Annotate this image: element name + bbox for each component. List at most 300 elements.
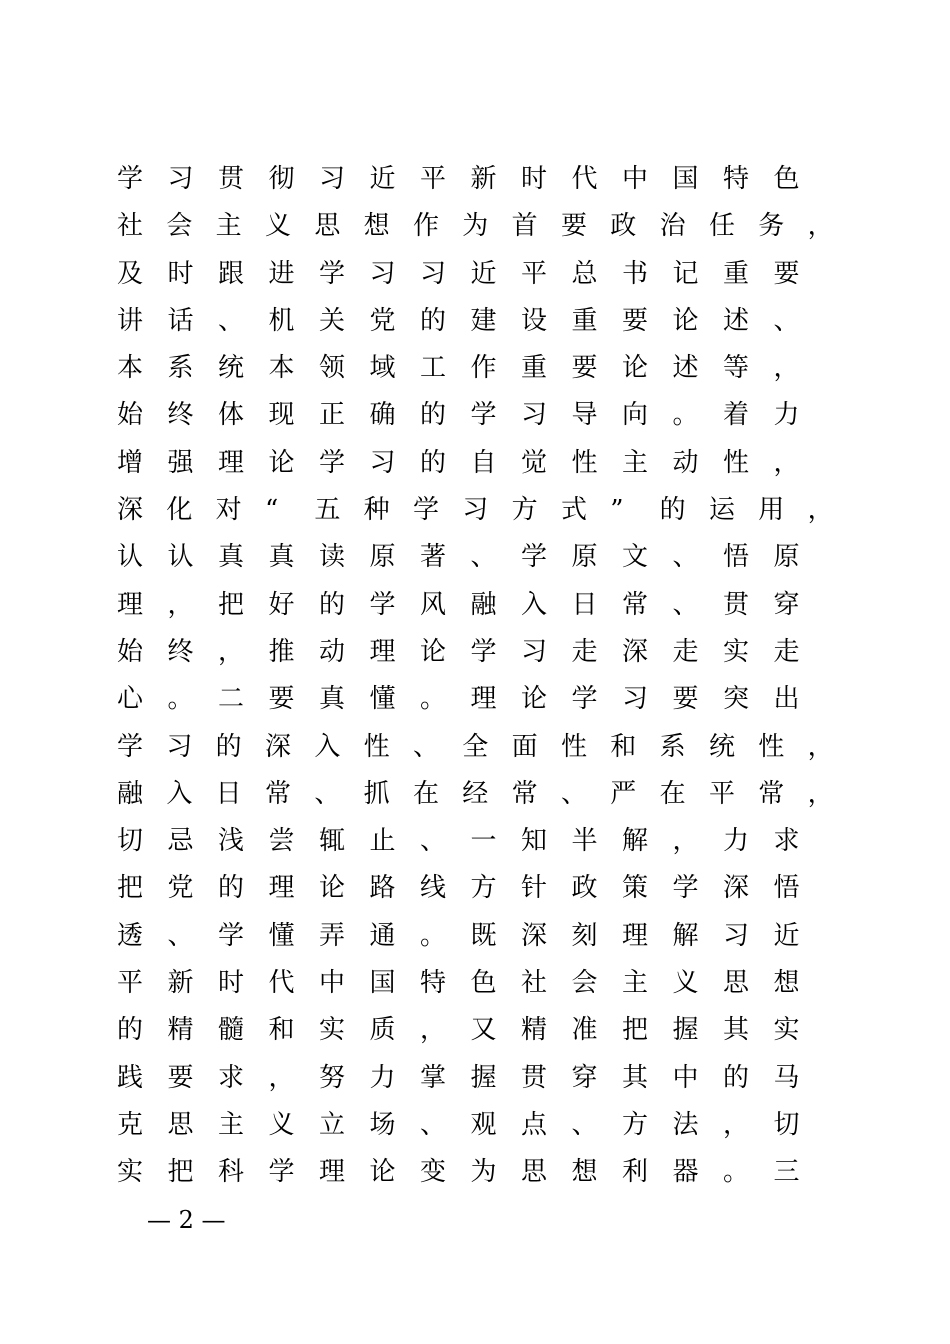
text-char: 学 [369,589,396,620]
text-char: 的 [215,731,242,762]
text-char: 确 [369,400,396,431]
text-char: 其 [622,1062,649,1093]
text-char: 讲 [117,305,144,336]
text-char: 常 [511,778,538,809]
text-char: 主 [218,1109,245,1140]
text-char: 知 [521,826,548,857]
text-char: 时 [167,258,194,289]
text-char: 设 [521,305,548,336]
text-char: 常 [622,589,649,620]
text-char: 学 [268,1157,295,1188]
text-line [117,1102,857,1149]
text-char: 重 [521,353,548,384]
text-char: 、 [672,542,699,573]
text-char: 实 [773,1015,800,1046]
text-char: 真 [319,684,346,715]
text-char: 方 [622,1109,649,1140]
text-char: 常 [758,778,785,809]
text-char: 动 [672,447,699,478]
text-char: 新 [470,164,497,194]
text-line [117,534,857,581]
text-line [117,1007,857,1054]
text-char: 、 [167,920,194,951]
text-char: 记 [672,258,699,289]
text-char: 自 [470,447,497,478]
text-char: 解 [622,826,649,857]
text-char: 突 [723,684,750,715]
text-char: ” [610,495,624,526]
text-char: 论 [622,353,649,384]
text-char: 等 [723,353,750,384]
text-char: 利 [622,1157,649,1188]
text-char: ， [807,731,834,762]
text-char: 学 [117,731,144,762]
text-char: 点 [521,1109,548,1140]
text-char: 领 [319,353,346,384]
text-char: 科 [218,1157,245,1188]
text-char: 学 [521,542,548,573]
text-char: 理 [268,873,295,904]
text-line [117,487,857,534]
text-char: 主 [622,447,649,478]
text-char: 性 [560,731,587,762]
text-char: ， [773,447,800,478]
text-char: 本 [117,353,144,384]
text-char: 浅 [218,826,245,857]
text-line [117,960,857,1007]
text-char: 、 [672,589,699,620]
text-char: 终 [167,400,194,431]
text-char: 理 [117,589,144,620]
text-line [117,676,857,723]
text-char: 懂 [268,920,295,951]
text-char: 社 [117,211,144,242]
text-char: ， [773,353,800,384]
text-char: 文 [622,542,649,573]
text-char: 思 [521,1157,548,1188]
text-char: 面 [511,731,538,762]
text-char: 克 [117,1109,144,1140]
text-char: 论 [521,684,548,715]
text-char: 习 [167,164,194,194]
text-char: 路 [369,873,396,904]
text-char: 常 [264,778,291,809]
text-char: 把 [622,1015,649,1046]
text-char: 深 [622,636,649,667]
text-char: 建 [470,305,497,336]
text-char: 悟 [723,542,750,573]
text-char: 觉 [521,447,548,478]
text-char: 实 [723,636,750,667]
text-char: 日 [215,778,242,809]
text-char: 强 [167,447,194,478]
text-line [117,203,857,250]
text-char: 深 [117,495,144,526]
text-char: 践 [117,1062,144,1093]
text-char: 对 [215,495,242,526]
text-char: 穿 [773,589,800,620]
text-char: 正 [319,400,346,431]
text-char: 增 [117,447,144,478]
text-char: 党 [369,305,396,336]
text-char: 走 [773,636,800,667]
text-char: 义 [268,1109,295,1140]
text-char: 的 [723,1062,750,1093]
text-char: 辄 [319,826,346,857]
text-char: 本 [268,353,295,384]
text-char: 机 [268,305,295,336]
text-char: 变 [420,1157,447,1188]
text-char: 习 [166,731,193,762]
text-char: 的 [420,400,447,431]
text-char: 。 [420,684,447,715]
text-char: 全 [462,731,489,762]
text-char: 重 [723,258,750,289]
text-line [117,1055,857,1102]
text-char: 中 [672,1062,699,1093]
text-char: 。 [167,684,194,715]
text-char: 义 [672,968,699,999]
text-char: 穿 [571,1062,598,1093]
text-char: 和 [268,1015,295,1046]
text-char: 出 [773,684,800,715]
text-char: 化 [166,495,193,526]
text-char: 。 [420,920,447,951]
text-char: 为 [462,211,489,242]
text-char: 真 [268,542,295,573]
text-char: 学 [319,258,346,289]
text-char: 特 [420,968,447,999]
text-char: 义 [264,211,291,242]
text-char: 思 [723,968,750,999]
text-char: 走 [571,636,598,667]
text-char: 抓 [363,778,390,809]
text-char: 握 [672,1015,699,1046]
text-char: ， [672,826,699,857]
text-char: 认 [167,542,194,573]
text-char: 方 [511,495,538,526]
text-char: 会 [571,968,598,999]
text-char: 通 [369,920,396,951]
text-char: 理 [622,920,649,951]
text-char: 认 [117,542,144,573]
text-line [117,440,857,487]
text-char: 深 [264,731,291,762]
text-line [117,251,857,298]
text-char: 好 [268,589,295,620]
text-char: 想 [773,968,800,999]
text-char: 系 [659,731,686,762]
text-char: 要 [268,684,295,715]
text-char: ， [420,1015,447,1046]
text-char: 特 [723,164,750,194]
text-char: 风 [420,589,447,620]
text-char: 解 [672,920,699,951]
text-char: 器 [672,1157,699,1188]
text-char: 经 [462,778,489,809]
text-char: 习 [521,636,548,667]
text-char: 学 [218,920,245,951]
text-char: 精 [521,1015,548,1046]
text-char: 政 [610,211,637,242]
text-char: 会 [166,211,193,242]
text-char: 的 [117,1015,144,1046]
text-char: 理 [319,1157,346,1188]
text-line [117,629,857,676]
text-char: 学 [571,684,598,715]
text-char: 色 [470,968,497,999]
text-char: 深 [723,873,750,904]
text-char: 论 [319,873,346,904]
text-line [117,724,857,771]
text-char: 在 [659,778,686,809]
text-char: 书 [622,258,649,289]
text-line [117,818,857,865]
text-char: 作 [412,211,439,242]
text-char: ， [723,1109,750,1140]
text-char: 彻 [268,164,295,194]
text-char: 代 [571,164,598,194]
text-char: 入 [521,589,548,620]
text-char: 、 [470,542,497,573]
text-char: 马 [773,1062,800,1093]
text-char: 理 [470,684,497,715]
text-char: 中 [319,968,346,999]
text-char: 系 [167,353,194,384]
text-char: 平 [117,968,144,999]
text-char: 既 [470,920,497,951]
text-char: 方 [470,873,497,904]
text-char: 时 [521,164,548,194]
text-char: 握 [470,1062,497,1093]
text-char: 忌 [167,826,194,857]
text-char: 色 [773,164,800,194]
page-number: — 2 — [147,1206,226,1234]
text-char: 习 [369,258,396,289]
text-char: 推 [268,636,295,667]
text-char: 髓 [218,1015,245,1046]
text-char: 要 [560,211,587,242]
text-char: 、 [420,826,447,857]
text-char: 重 [571,305,598,336]
text-char: 的 [218,873,245,904]
text-char: 性 [723,447,750,478]
text-char: 弄 [319,920,346,951]
text-char: 融 [470,589,497,620]
text-char: 切 [117,826,144,857]
text-line [117,913,857,960]
text-char: 现 [268,400,295,431]
text-char: 半 [571,826,598,857]
text-char: 近 [773,920,800,951]
text-char: 质 [369,1015,396,1046]
text-char: 五 [314,495,341,526]
text-char: 进 [268,258,295,289]
text-char: 统 [218,353,245,384]
text-char: ， [167,589,194,620]
text-char: 走 [672,636,699,667]
text-char: 深 [521,920,548,951]
text-line [117,582,857,629]
text-line [117,298,857,345]
text-char: 习 [319,164,346,194]
text-char: 贯 [521,1062,548,1093]
text-char: 习 [521,400,548,431]
text-char: 性 [363,731,390,762]
text-char: 一 [470,826,497,857]
text-char: 懂 [369,684,396,715]
text-line [117,156,857,203]
text-char: 学 [672,873,699,904]
text-char: 透 [117,920,144,951]
text-char: 在 [412,778,439,809]
body-text [117,156,857,1197]
text-char: 述 [672,353,699,384]
text-char: 其 [723,1015,750,1046]
text-char: 入 [314,731,341,762]
text-char: 学 [470,400,497,431]
text-char: 求 [773,826,800,857]
text-char: 要 [773,258,800,289]
text-char: 努 [319,1062,346,1093]
text-char: 力 [369,1062,396,1093]
text-char: 终 [167,636,194,667]
text-char: 社 [521,968,548,999]
text-char: 式 [560,495,587,526]
text-char: 近 [470,258,497,289]
text-char: 体 [218,400,245,431]
text-char: 、 [773,305,800,336]
text-char: 论 [268,447,295,478]
text-char: ， [807,211,834,242]
text-char: 。 [672,400,699,431]
text-char: 悟 [773,873,800,904]
text-char: 向 [622,400,649,431]
text-char: 理 [218,447,245,478]
text-char: 近 [369,164,396,194]
text-char: 国 [672,164,699,194]
text-char: 动 [319,636,346,667]
text-char: 日 [571,589,598,620]
text-char: 、 [412,731,439,762]
text-char: 着 [723,400,750,431]
text-char: 立 [319,1109,346,1140]
text-char: ， [807,495,834,526]
text-char: 融 [117,778,144,809]
text-char: 用 [758,495,785,526]
text-char: 思 [167,1109,194,1140]
text-char: 切 [773,1109,800,1140]
text-char: 精 [167,1015,194,1046]
text-char: 务 [758,211,785,242]
text-char: 针 [521,873,548,904]
text-char: 论 [672,305,699,336]
text-char: 掌 [420,1062,447,1093]
text-char: ， [218,636,245,667]
text-char: 主 [622,968,649,999]
text-char: 平 [708,778,735,809]
text-char: 把 [117,873,144,904]
text-line [117,771,857,818]
text-char: 论 [420,636,447,667]
text-line [117,865,857,912]
text-char: 治 [659,211,686,242]
text-char: 要 [167,1062,194,1093]
text-char: 要 [622,305,649,336]
text-char: 代 [268,968,295,999]
text-char: 贯 [723,589,750,620]
text-char: 、 [560,778,587,809]
text-char: 刻 [571,920,598,951]
text-char: 党 [167,873,194,904]
text-char: 运 [708,495,735,526]
text-char: 作 [470,353,497,384]
text-char: 观 [470,1109,497,1140]
text-char: 思 [314,211,341,242]
text-char: 原 [571,542,598,573]
text-char: 把 [167,1157,194,1188]
text-char: 总 [571,258,598,289]
text-char: 中 [622,164,649,194]
text-char: 原 [369,542,396,573]
text-char: 国 [369,968,396,999]
text-char: 话 [167,305,194,336]
text-char: 想 [363,211,390,242]
text-char: 著 [420,542,447,573]
text-char: 、 [420,1109,447,1140]
text-char: 习 [723,920,750,951]
text-char: 种 [363,495,390,526]
text-char: 要 [672,684,699,715]
text-char: 、 [571,1109,598,1140]
text-char: 力 [723,826,750,857]
text-char: 实 [319,1015,346,1046]
text-char: 三 [773,1157,800,1188]
text-char: 性 [758,731,785,762]
text-char: 想 [571,1157,598,1188]
text-char: 贯 [218,164,245,194]
text-char: 策 [622,873,649,904]
text-line [117,392,857,439]
text-char: 习 [622,684,649,715]
text-char: 学 [412,495,439,526]
text-char: 主 [215,211,242,242]
text-char: 政 [571,873,598,904]
text-char: 、 [314,778,341,809]
text-char: 求 [218,1062,245,1093]
text-char: 入 [166,778,193,809]
text-char: “ [264,495,279,526]
text-char: 要 [571,353,598,384]
text-char: 尝 [268,826,295,857]
text-char: 读 [319,542,346,573]
text-char: 二 [218,684,245,715]
text-char: 平 [521,258,548,289]
text-char: 关 [319,305,346,336]
text-char: 论 [369,1157,396,1188]
text-char: 习 [369,447,396,478]
text-char: 学 [470,636,497,667]
text-char: 述 [723,305,750,336]
text-char: 把 [218,589,245,620]
text-char: 习 [462,495,489,526]
text-char: 平 [420,164,447,194]
text-char: 导 [571,400,598,431]
text-char: 学 [117,164,144,194]
text-char: 实 [117,1157,144,1188]
text-char: 法 [672,1109,699,1140]
text-char: 理 [369,636,396,667]
